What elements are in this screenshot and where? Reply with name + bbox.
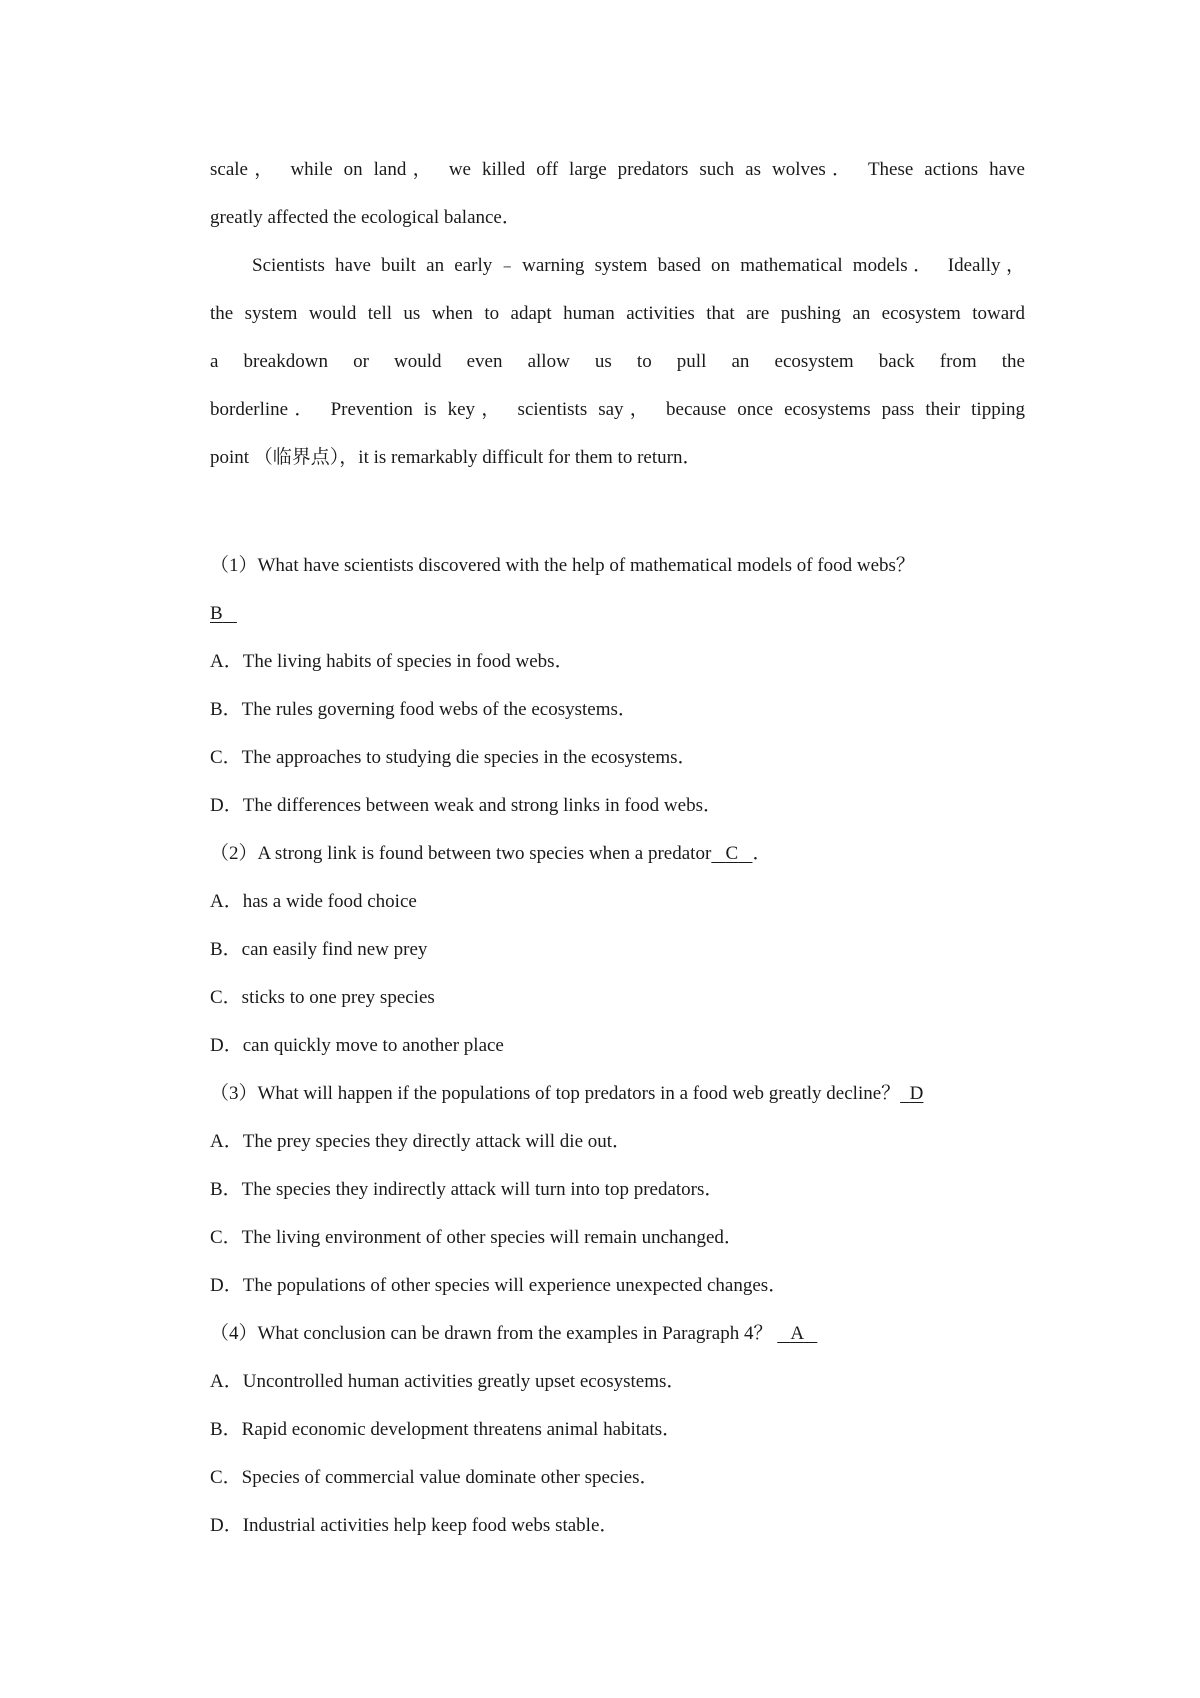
option: B．The species they indirectly attack will turn into top predators． <box>210 1179 724 1200</box>
answer-text: B <box>210 603 223 624</box>
question-stem: （3）What will happen if the populations of top predators in a food web greatly decline？ <box>210 1083 901 1104</box>
passage-line: a breakdown or would even allow us to pull an ecosystem back from the <box>210 351 1025 372</box>
option: A．The living habits of species in food webs． <box>210 651 574 672</box>
option: B．can easily find new prey <box>210 939 428 960</box>
option: B．The rules governing food webs of the ecosystems． <box>210 699 637 720</box>
option: C．sticks to one prey species <box>210 987 435 1008</box>
option: C．The living environment of other species will remain unchanged． <box>210 1227 743 1248</box>
option: D．The populations of other species will experience unexpected changes． <box>210 1275 788 1296</box>
question-stem: （2）A strong link is found between two species when a predator <box>210 843 712 864</box>
option: B．Rapid economic development threatens animal habitats． <box>210 1419 682 1440</box>
passage-line: scale， while on land， we killed off large predators such as wolves． These actions have <box>210 159 1025 180</box>
option: D．Industrial activities help keep food webs stable． <box>210 1515 619 1536</box>
option: A．Uncontrolled human activities greatly upset ecosystems． <box>210 1371 686 1392</box>
question-stem: （4）What conclusion can be drawn from the examples in Paragraph 4？ <box>210 1323 773 1344</box>
option: C．The approaches to studying die species in the ecosystems． <box>210 747 697 768</box>
passage-line: the system would tell us when to adapt human activities that are pushing an ecosystem toward <box>210 303 1025 324</box>
question-answer <box>210 600 1025 628</box>
answer-text: D <box>909 1083 924 1104</box>
option: D．The differences between weak and strong links in food webs． <box>210 795 722 816</box>
question-stem: （1）What have scientists discovered with the help of mathematical models of food webs？ <box>210 555 915 576</box>
answer-text: A <box>790 1323 804 1344</box>
passage-line: point （临界点），it is remarkably difficult for them to return． <box>210 447 702 468</box>
passage-line: greatly affected the ecological balance． <box>210 207 521 228</box>
option: A．has a wide food choice <box>210 891 417 912</box>
answer-text: C <box>725 843 739 864</box>
question-stem-line <box>210 840 1025 868</box>
option: A．The prey species they directly attack will die out． <box>210 1131 632 1152</box>
question-stem-line <box>210 1080 1025 1108</box>
option: D．can quickly move to another place <box>210 1035 504 1056</box>
question-stem-line <box>210 1320 1025 1348</box>
passage-line: borderline． Prevention is key， scientists say， because once ecosystems pass their tipping <box>210 399 1025 420</box>
passage-line: Scientists have built an early﹣warning system based on mathematical models． Ideally， <box>252 255 1025 276</box>
option: C．Species of commercial value dominate other species． <box>210 1467 659 1488</box>
stem-end: ． <box>752 843 772 864</box>
